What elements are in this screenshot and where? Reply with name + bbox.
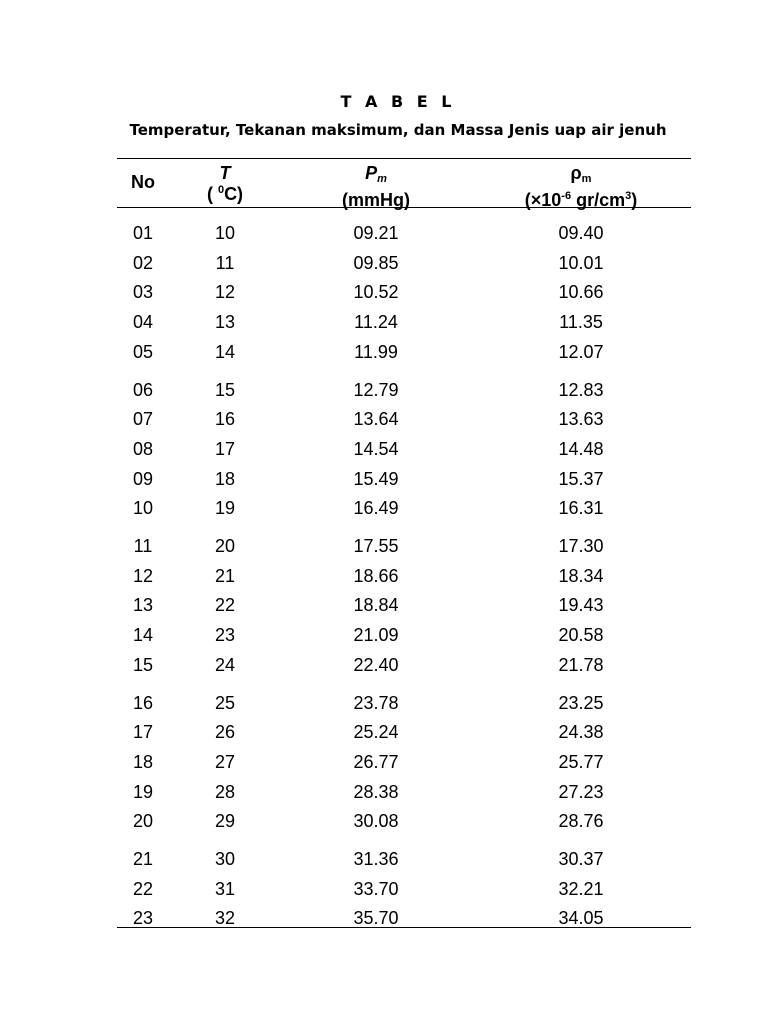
cell-temperature: 20 (214, 536, 236, 556)
cell-no: 13 (132, 595, 154, 616)
cell-no: 14 (132, 625, 154, 646)
cell-pressure: 33.70 (353, 878, 399, 899)
cell-pressure: 09.21 (353, 223, 399, 243)
cell-no: 09 (132, 468, 154, 489)
cell-pressure: 30.08 (353, 811, 399, 832)
cell-pressure: 18.84 (353, 595, 399, 616)
cell-density: 15.37 (558, 468, 604, 489)
cell-no: 18 (132, 751, 154, 772)
cell-pressure: 22.40 (353, 654, 399, 675)
cell-temperature: 10 (214, 223, 236, 243)
cell-density: 13.63 (558, 409, 604, 430)
cell-temperature: 26 (214, 722, 236, 743)
cell-no: 11 (133, 536, 153, 556)
header-density-symbol: $\rho_m$ (570, 163, 592, 185)
cell-temperature: 32 (214, 908, 236, 929)
cell-pressure: 21.09 (353, 625, 399, 646)
cell-pressure: 15.49 (353, 468, 399, 489)
cell-temperature: 17 (214, 438, 236, 459)
header-pressure-unit: (mmHg) (342, 190, 410, 210)
cell-no: 23 (132, 908, 154, 929)
cell-pressure: 28.38 (353, 781, 399, 802)
header-pressure (320, 163, 432, 211)
cell-temperature: 30 (214, 849, 236, 869)
cell-no: 05 (132, 341, 154, 362)
cell-temperature: 22 (214, 595, 236, 616)
cell-no: 08 (132, 438, 154, 459)
header-pressure-symbol: $P_m$ (365, 163, 387, 185)
cell-density: 30.37 (558, 849, 604, 869)
header-no: No (131, 172, 155, 192)
cell-density: 14.48 (558, 438, 604, 459)
header-temperature-unit: ( $^0$C) (206, 184, 244, 204)
cell-temperature: 15 (214, 379, 236, 400)
cell-temperature: 28 (214, 781, 236, 802)
cell-pressure: 14.54 (353, 438, 399, 459)
cell-pressure: 10.52 (353, 282, 399, 303)
cell-temperature: 12 (214, 282, 236, 303)
cell-pressure: 11.24 (354, 312, 398, 333)
cell-density: 19.43 (558, 595, 604, 616)
page-title: T A B E L (340, 92, 456, 111)
cell-temperature: 25 (214, 692, 236, 713)
cell-pressure: 09.85 (353, 252, 399, 273)
cell-temperature: 23 (214, 625, 236, 646)
cell-no: 06 (132, 379, 154, 400)
cell-density: 34.05 (558, 908, 604, 929)
cell-density: 10.66 (558, 282, 604, 303)
cell-temperature: 31 (214, 878, 236, 899)
cell-no: 15 (132, 654, 154, 675)
cell-pressure: 16.49 (353, 498, 399, 519)
cell-temperature: 29 (214, 811, 236, 832)
cell-pressure: 12.79 (353, 379, 399, 400)
cell-pressure: 13.64 (353, 409, 399, 430)
cell-pressure: 31.36 (353, 849, 399, 869)
cell-density: 16.31 (558, 498, 604, 519)
cell-no: 21 (132, 849, 154, 869)
cell-no: 01 (132, 223, 154, 243)
cell-pressure: 11.99 (354, 341, 398, 362)
cell-density: 27.23 (558, 781, 604, 802)
cell-density: 09.40 (558, 223, 604, 243)
cell-density: 18.34 (558, 565, 604, 586)
cell-density: 24.38 (558, 722, 604, 743)
cell-no: 03 (132, 282, 154, 303)
cell-temperature: 16 (214, 409, 236, 430)
cell-temperature: 13 (214, 312, 236, 333)
header-density-unit: ($\times 10^{-6}$ $gr/cm^3$) (524, 190, 638, 210)
cell-pressure: 17.55 (353, 536, 399, 556)
cell-no: 12 (132, 565, 154, 586)
cell-no: 17 (132, 722, 154, 743)
cell-no: 16 (132, 692, 154, 713)
cell-no: 19 (132, 781, 154, 802)
cell-no: 02 (132, 252, 154, 273)
cell-density: 12.83 (558, 379, 604, 400)
page-subtitle: Temperatur, Tekanan maksimum, dan Massa Jenis uap air jenuh (129, 121, 667, 139)
cell-temperature: 24 (214, 654, 236, 675)
cell-temperature: 18 (214, 468, 236, 489)
cell-density: 20.58 (558, 625, 604, 646)
cell-pressure: 23.78 (353, 692, 399, 713)
header-temperature-symbol: T (219, 163, 231, 183)
cell-density: 25.77 (558, 751, 604, 772)
cell-density: 23.25 (558, 692, 604, 713)
cell-pressure: 26.77 (353, 751, 399, 772)
cell-density: 11.35 (559, 312, 603, 333)
table-top-rule (117, 158, 691, 159)
header-density (506, 163, 656, 211)
cell-no: 20 (132, 811, 154, 832)
cell-density: 12.07 (558, 341, 604, 362)
cell-density: 21.78 (558, 654, 604, 675)
cell-density: 17.30 (558, 536, 604, 556)
cell-temperature: 21 (214, 565, 236, 586)
cell-temperature: 11 (215, 252, 235, 273)
cell-no: 07 (132, 409, 154, 430)
header-temperature (180, 163, 270, 205)
cell-temperature: 14 (214, 341, 236, 362)
cell-density: 32.21 (558, 878, 604, 899)
cell-pressure: 25.24 (353, 722, 399, 743)
cell-density: 10.01 (558, 252, 604, 273)
cell-pressure: 35.70 (353, 908, 399, 929)
cell-no: 22 (132, 878, 154, 899)
cell-temperature: 19 (214, 498, 236, 519)
cell-density: 28.76 (558, 811, 604, 832)
cell-temperature: 27 (214, 751, 236, 772)
cell-no: 04 (132, 312, 154, 333)
cell-pressure: 18.66 (353, 565, 399, 586)
cell-no: 10 (132, 498, 154, 519)
